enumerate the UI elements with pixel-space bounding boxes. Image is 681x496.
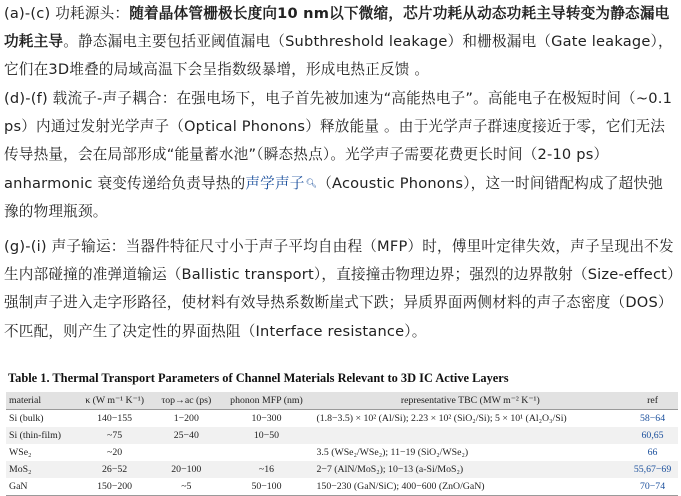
- cell-tbc: 150−230 (GaN/SiC); 400−600 (ZnO/GaN): [314, 478, 628, 496]
- table-row: [6, 427, 678, 444]
- cell-kappa: ~20: [107, 447, 123, 458]
- table-row: [6, 461, 678, 478]
- table-header-row: [6, 392, 678, 410]
- acoustic-phonon-link[interactable]: 声学声子: [245, 174, 305, 192]
- cell-mfp: 50−100: [219, 478, 313, 496]
- table-row: [6, 444, 678, 461]
- search-icon[interactable]: 🔍︎: [305, 178, 318, 189]
- table-row: [6, 478, 678, 496]
- cell-ref-link[interactable]: 55,67−69: [633, 464, 672, 475]
- cell-kappa: 140−155: [97, 413, 133, 424]
- cell-tbc: 3.5 (WSe₂/WSe₂); 11−19 (SiO₂/WSe₂): [316, 447, 469, 458]
- cell-tau: 1−200: [173, 413, 199, 424]
- cell-mfp: ~16: [258, 464, 275, 475]
- thermal-table-section: [6, 371, 678, 496]
- table-row: [6, 410, 678, 428]
- cell-material: WSe₂: [9, 447, 32, 458]
- paragraph-carrier-phonon: [4, 85, 676, 226]
- cell-ref-link[interactable]: 58−64: [639, 413, 666, 424]
- cell-kappa: 26−52: [102, 464, 128, 475]
- bold-statement: 随着晶体管栅极长度向10 nm以下微缩，芯片功耗从动态功耗主导转变为静态漏电功耗主导: [4, 5, 670, 51]
- cell-material: GaN: [6, 478, 76, 496]
- paragraph-body-cont: （Acoustic Phonons），这一时间错配构成了超快弛豫的物理瓶颈。: [4, 174, 664, 220]
- cell-ref-link[interactable]: 66: [647, 447, 658, 458]
- cell-material: Si (bulk): [9, 413, 44, 424]
- paragraph-body: 。静态漏电主要包括亚阈值漏电（Subthreshold leakage）和栅极漏电（Gate leakage），它们在3D堆叠的局域高温下会呈指数级暴增，形成电热正反馈 。: [4, 33, 673, 79]
- cell-tbc: [314, 427, 628, 444]
- header-tbc: representative TBC (MW m⁻² K⁻¹): [314, 392, 628, 410]
- cell-tau: [153, 444, 219, 461]
- cell-tbc: (1.8−3.5) × 10² (Al/Si); 2.23 × 10² (SiO₂/Si); 5 × 10¹ (Al₂O₃/Si): [316, 413, 567, 424]
- header-mfp: phonon MFP (nm): [219, 392, 313, 410]
- header-kappa: κ (W m⁻¹ K⁻¹): [76, 392, 153, 410]
- header-material: material: [6, 392, 76, 410]
- thermal-parameters-table: [6, 392, 678, 496]
- cell-tbc: 2−7 (AlN/MoS₂); 10−13 (a-Si/MoS₂): [316, 464, 464, 475]
- cell-material: MoS₂: [9, 464, 32, 475]
- table-title: Table 1. Thermal Transport Parameters of Channel Materials Relevant to 3D IC Active Layers: [8, 371, 509, 385]
- cell-tau: 20−100: [171, 464, 202, 475]
- cell-material: Si (thin-film): [9, 430, 61, 441]
- paragraph-body: (g)-(i) 声子输运：当器件特征尺寸小于声子平均自由程（MFP）时，傅里叶定律失效，声子呈现出不发生内部碰撞的准弹道输运（Ballistic transport），直接撞击物理边界；强烈的边界散射（Size-effect）强制声子进入走字形路径，使材料有效导热系数断崖式下跌；异质界面两侧材料的声子态密度（DOS）不匹配，则产生了决定性的界面热阻（Interface resistance）。: [4, 238, 675, 340]
- header-tau: τop→ac (ps): [153, 392, 219, 410]
- cell-ref-link[interactable]: 60,65: [641, 430, 664, 441]
- cell-kappa: ~75: [107, 430, 123, 441]
- cell-tau: ~5: [153, 478, 219, 496]
- cell-ref-link[interactable]: 70−74: [627, 478, 678, 496]
- paragraph-lead: (a)-(c) 功耗源头：: [4, 5, 130, 22]
- cell-kappa: 150−200: [76, 478, 153, 496]
- cell-mfp: 10−300: [251, 413, 282, 424]
- paragraph-phonon-transport: [4, 233, 676, 346]
- paragraph-body: (d)-(f) 载流子-声子耦合：在强电场下，电子首先被加速为“高能热电子”。高能电子在极短时间（~0.1 ps）内通过发射光学声子（Optical Phonons）释放能量 。由于光学声子群速度接近于零，它们无法传导热量，会在局部形成“能量蓄水池”（瞬态热点）。光学声子需要花费更长时间（2-10 ps） anharmonic 衰变传递给负责导热的: [4, 90, 673, 192]
- header-ref: ref: [627, 392, 678, 410]
- cell-mfp: 10−50: [253, 430, 280, 441]
- cell-tau: 25−40: [173, 430, 199, 441]
- cell-mfp: [219, 444, 313, 461]
- paragraph-power-source: [4, 0, 676, 85]
